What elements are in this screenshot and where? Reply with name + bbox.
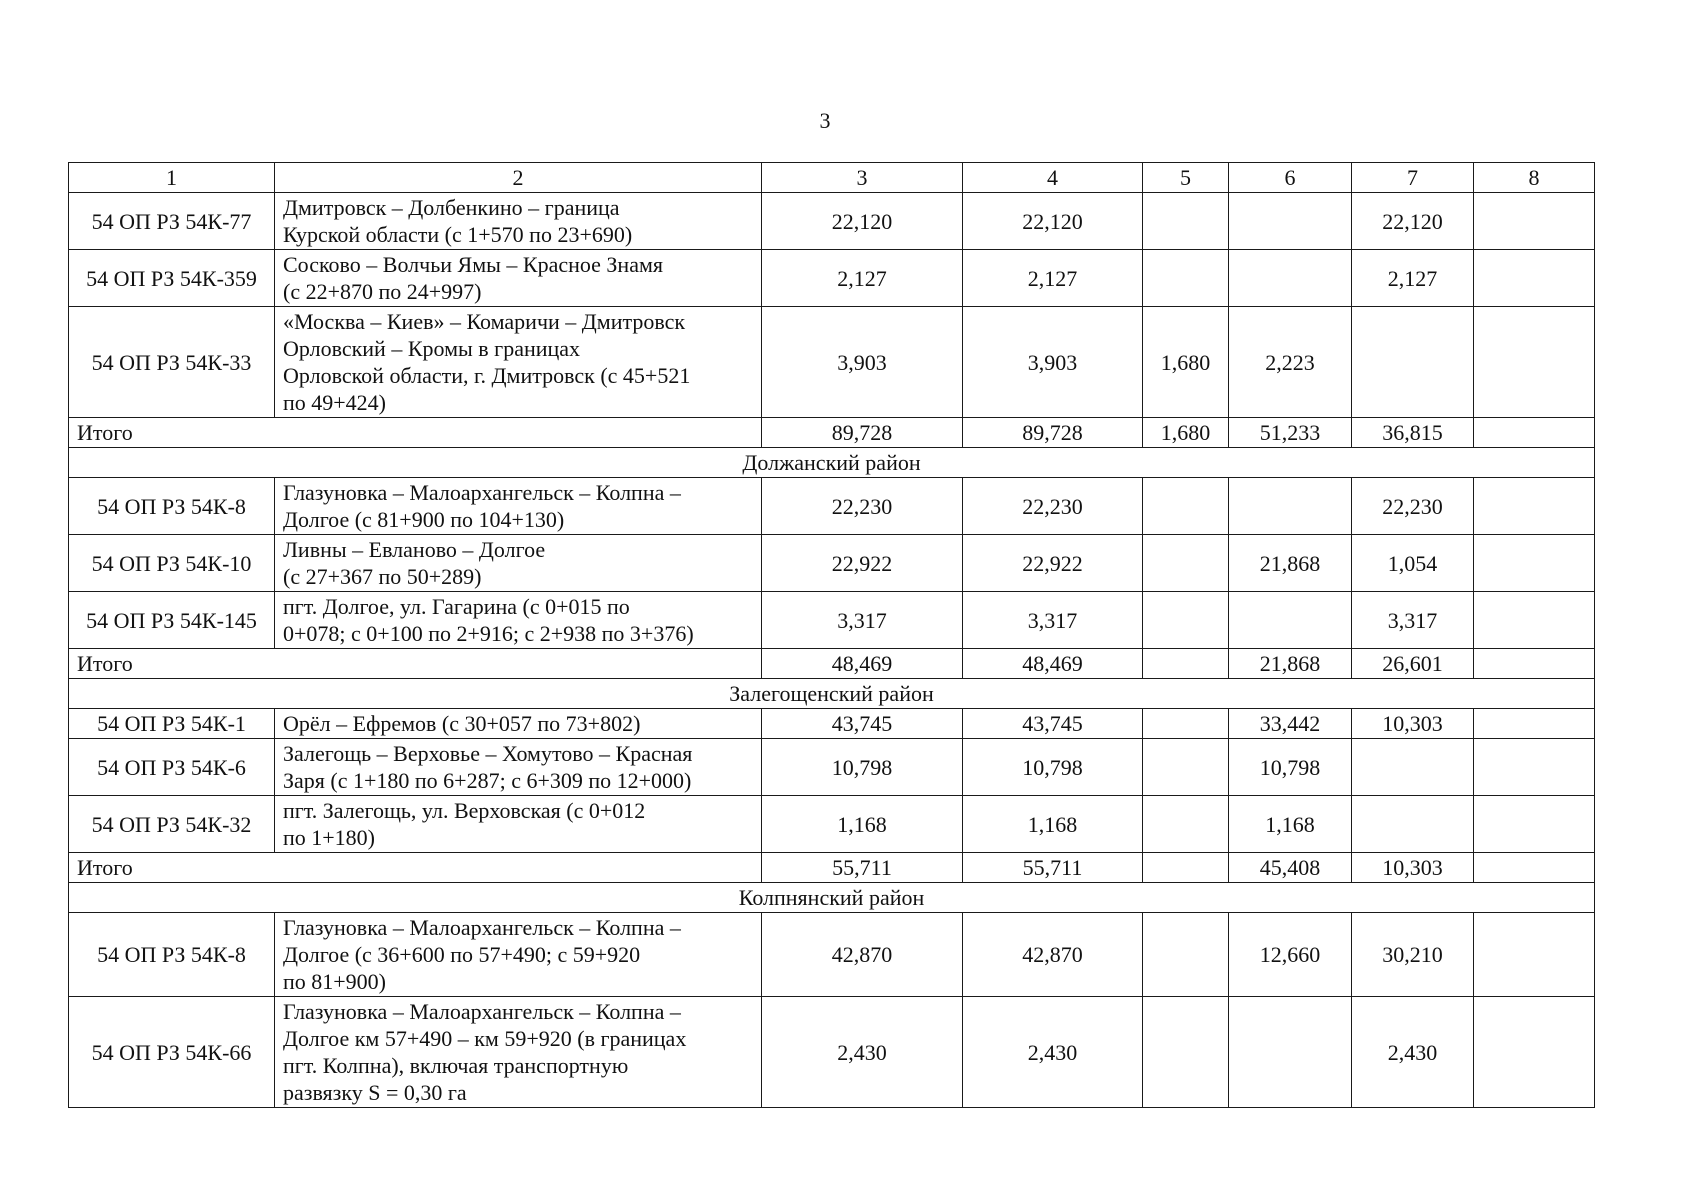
value-c7: 3,317 bbox=[1352, 592, 1474, 649]
value-c8 bbox=[1474, 250, 1595, 307]
road-name-line: по 1+180) bbox=[283, 825, 376, 850]
road-name-line: (с 22+870 по 24+997) bbox=[283, 279, 482, 304]
total-value-c4: 48,469 bbox=[963, 649, 1143, 679]
road-code: 54 ОП РЗ 54К-77 bbox=[69, 193, 275, 250]
road-name-line: 0+078; с 0+100 по 2+916; с 2+938 по 3+376) bbox=[283, 621, 694, 646]
road-row bbox=[69, 193, 1595, 250]
value-c6: 21,868 bbox=[1229, 535, 1352, 592]
column-header: 3 bbox=[762, 163, 963, 193]
total-value-c7: 36,815 bbox=[1352, 418, 1474, 448]
road-row bbox=[69, 997, 1595, 1108]
total-value-c6: 45,408 bbox=[1229, 853, 1352, 883]
total-label: Итого bbox=[69, 418, 762, 448]
road-name-line: пгт. Колпна), включая транспортную bbox=[283, 1053, 629, 1078]
value-c6 bbox=[1229, 592, 1352, 649]
road-row bbox=[69, 307, 1595, 418]
page-number: 3 bbox=[819, 108, 831, 133]
road-name-line: Глазуновка – Малоархангельск – Колпна – bbox=[283, 480, 681, 505]
district-header-row bbox=[69, 679, 1595, 709]
road-name bbox=[275, 193, 762, 250]
value-c8 bbox=[1474, 796, 1595, 853]
value-c6 bbox=[1229, 478, 1352, 535]
road-name-line: Глазуновка – Малоархангельск – Колпна – bbox=[283, 999, 681, 1024]
value-c6: 2,223 bbox=[1229, 307, 1352, 418]
district-name: Залегощенский район bbox=[69, 679, 1595, 709]
road-code: 54 ОП РЗ 54К-359 bbox=[69, 250, 275, 307]
value-c7: 2,127 bbox=[1352, 250, 1474, 307]
value-c5 bbox=[1143, 913, 1229, 997]
value-c4: 2,127 bbox=[963, 250, 1143, 307]
column-header: 4 bbox=[963, 163, 1143, 193]
total-value-c8 bbox=[1474, 853, 1595, 883]
value-c3: 3,903 bbox=[762, 307, 963, 418]
district-name: Должанский район bbox=[69, 448, 1595, 478]
column-header: 5 bbox=[1143, 163, 1229, 193]
value-c4: 22,230 bbox=[963, 478, 1143, 535]
value-c5 bbox=[1143, 796, 1229, 853]
road-name-line: Залегощь – Верховье – Хомутово – Красная bbox=[283, 741, 693, 766]
road-name-line: Долгое (с 81+900 по 104+130) bbox=[283, 507, 565, 532]
value-c4: 3,317 bbox=[963, 592, 1143, 649]
value-c6: 12,660 bbox=[1229, 913, 1352, 997]
value-c3: 1,168 bbox=[762, 796, 963, 853]
road-name-line: по 49+424) bbox=[283, 390, 387, 415]
district-header-row bbox=[69, 883, 1595, 913]
road-name-line: (с 27+367 по 50+289) bbox=[283, 564, 482, 589]
value-c8 bbox=[1474, 709, 1595, 739]
value-c5 bbox=[1143, 709, 1229, 739]
value-c4: 10,798 bbox=[963, 739, 1143, 796]
value-c4: 1,168 bbox=[963, 796, 1143, 853]
total-row bbox=[69, 649, 1595, 679]
value-c3: 2,127 bbox=[762, 250, 963, 307]
value-c3: 42,870 bbox=[762, 913, 963, 997]
total-row bbox=[69, 418, 1595, 448]
value-c4: 43,745 bbox=[963, 709, 1143, 739]
total-value-c8 bbox=[1474, 418, 1595, 448]
road-code: 54 ОП РЗ 54К-145 bbox=[69, 592, 275, 649]
value-c8 bbox=[1474, 478, 1595, 535]
value-c4: 22,120 bbox=[963, 193, 1143, 250]
road-code: 54 ОП РЗ 54К-8 bbox=[69, 913, 275, 997]
district-header-row bbox=[69, 448, 1595, 478]
value-c8 bbox=[1474, 592, 1595, 649]
road-name-line: Орловский – Кромы в границах bbox=[283, 336, 581, 361]
road-name-line: Долгое км 57+490 – км 59+920 (в границах bbox=[283, 1026, 687, 1051]
value-c5 bbox=[1143, 535, 1229, 592]
road-row bbox=[69, 478, 1595, 535]
roads-table bbox=[68, 162, 1595, 1108]
value-c5 bbox=[1143, 739, 1229, 796]
total-value-c3: 89,728 bbox=[762, 418, 963, 448]
total-label: Итого bbox=[69, 649, 762, 679]
road-name bbox=[275, 709, 762, 739]
value-c5 bbox=[1143, 193, 1229, 250]
value-c6: 33,442 bbox=[1229, 709, 1352, 739]
road-name bbox=[275, 739, 762, 796]
total-value-c5: 1,680 bbox=[1143, 418, 1229, 448]
value-c7: 10,303 bbox=[1352, 709, 1474, 739]
road-name-line: Сосково – Волчьи Ямы – Красное Знамя bbox=[283, 252, 664, 277]
value-c6 bbox=[1229, 250, 1352, 307]
value-c8 bbox=[1474, 913, 1595, 997]
road-code: 54 ОП РЗ 54К-10 bbox=[69, 535, 275, 592]
road-name bbox=[275, 307, 762, 418]
road-code: 54 ОП РЗ 54К-32 bbox=[69, 796, 275, 853]
road-code: 54 ОП РЗ 54К-66 bbox=[69, 997, 275, 1108]
value-c4: 3,903 bbox=[963, 307, 1143, 418]
road-name bbox=[275, 250, 762, 307]
value-c5 bbox=[1143, 592, 1229, 649]
total-value-c7: 10,303 bbox=[1352, 853, 1474, 883]
road-code: 54 ОП РЗ 54К-8 bbox=[69, 478, 275, 535]
road-name-line: Ливны – Евланово – Долгое bbox=[283, 537, 546, 562]
road-row bbox=[69, 250, 1595, 307]
value-c4: 2,430 bbox=[963, 997, 1143, 1108]
value-c6: 10,798 bbox=[1229, 739, 1352, 796]
column-header: 2 bbox=[275, 163, 762, 193]
value-c6: 1,168 bbox=[1229, 796, 1352, 853]
road-name bbox=[275, 997, 762, 1108]
value-c5 bbox=[1143, 250, 1229, 307]
road-name-line: пгт. Залегощь, ул. Верховская (с 0+012 bbox=[283, 798, 646, 823]
road-row bbox=[69, 535, 1595, 592]
road-row bbox=[69, 739, 1595, 796]
district-name: Колпнянский район bbox=[69, 883, 1595, 913]
total-value-c5 bbox=[1143, 853, 1229, 883]
road-row bbox=[69, 592, 1595, 649]
value-c3: 43,745 bbox=[762, 709, 963, 739]
road-name-line: «Москва – Киев» – Комаричи – Дмитровск bbox=[283, 309, 686, 334]
value-c8 bbox=[1474, 193, 1595, 250]
road-name-line: развязку S = 0,30 га bbox=[283, 1080, 467, 1105]
road-code: 54 ОП РЗ 54К-1 bbox=[69, 709, 275, 739]
total-value-c4: 55,711 bbox=[963, 853, 1143, 883]
value-c3: 3,317 bbox=[762, 592, 963, 649]
value-c3: 22,120 bbox=[762, 193, 963, 250]
column-header: 6 bbox=[1229, 163, 1352, 193]
road-name bbox=[275, 535, 762, 592]
value-c3: 22,922 bbox=[762, 535, 963, 592]
road-name bbox=[275, 913, 762, 997]
total-value-c3: 55,711 bbox=[762, 853, 963, 883]
value-c8 bbox=[1474, 535, 1595, 592]
total-value-c6: 51,233 bbox=[1229, 418, 1352, 448]
value-c7 bbox=[1352, 307, 1474, 418]
value-c3: 2,430 bbox=[762, 997, 963, 1108]
road-name-line: по 81+900) bbox=[283, 969, 387, 994]
header-row bbox=[69, 163, 1595, 193]
total-label: Итого bbox=[69, 853, 762, 883]
value-c8 bbox=[1474, 997, 1595, 1108]
total-value-c3: 48,469 bbox=[762, 649, 963, 679]
value-c6 bbox=[1229, 193, 1352, 250]
column-header: 7 bbox=[1352, 163, 1474, 193]
road-name-line: Глазуновка – Малоархангельск – Колпна – bbox=[283, 915, 681, 940]
value-c6 bbox=[1229, 997, 1352, 1108]
value-c5 bbox=[1143, 478, 1229, 535]
total-value-c4: 89,728 bbox=[963, 418, 1143, 448]
total-row bbox=[69, 853, 1595, 883]
value-c7: 30,210 bbox=[1352, 913, 1474, 997]
value-c4: 22,922 bbox=[963, 535, 1143, 592]
road-name-line: пгт. Долгое, ул. Гагарина (с 0+015 по bbox=[283, 594, 630, 619]
road-row bbox=[69, 709, 1595, 739]
total-value-c5 bbox=[1143, 649, 1229, 679]
value-c7 bbox=[1352, 796, 1474, 853]
value-c7: 1,054 bbox=[1352, 535, 1474, 592]
road-name bbox=[275, 796, 762, 853]
value-c5 bbox=[1143, 997, 1229, 1108]
road-name-line: Орловской области, г. Дмитровск (с 45+521 bbox=[283, 363, 691, 388]
road-name bbox=[275, 592, 762, 649]
value-c7: 22,230 bbox=[1352, 478, 1474, 535]
total-value-c7: 26,601 bbox=[1352, 649, 1474, 679]
road-code: 54 ОП РЗ 54К-6 bbox=[69, 739, 275, 796]
value-c5: 1,680 bbox=[1143, 307, 1229, 418]
road-name-line: Курской области (с 1+570 по 23+690) bbox=[283, 222, 633, 247]
value-c7 bbox=[1352, 739, 1474, 796]
value-c3: 22,230 bbox=[762, 478, 963, 535]
value-c8 bbox=[1474, 307, 1595, 418]
value-c4: 42,870 bbox=[963, 913, 1143, 997]
road-row bbox=[69, 913, 1595, 997]
value-c3: 10,798 bbox=[762, 739, 963, 796]
road-row bbox=[69, 796, 1595, 853]
road-name bbox=[275, 478, 762, 535]
total-value-c8 bbox=[1474, 649, 1595, 679]
total-value-c6: 21,868 bbox=[1229, 649, 1352, 679]
value-c7: 22,120 bbox=[1352, 193, 1474, 250]
road-code: 54 ОП РЗ 54К-33 bbox=[69, 307, 275, 418]
column-header: 8 bbox=[1474, 163, 1595, 193]
road-name-line: Долгое (с 36+600 по 57+490; с 59+920 bbox=[283, 942, 641, 967]
value-c7: 2,430 bbox=[1352, 997, 1474, 1108]
value-c8 bbox=[1474, 739, 1595, 796]
road-name-line: Дмитровск – Долбенкино – граница bbox=[283, 195, 620, 220]
column-header: 1 bbox=[69, 163, 275, 193]
road-name-line: Заря (с 1+180 по 6+287; с 6+309 по 12+000) bbox=[283, 768, 692, 793]
road-name-line: Орёл – Ефремов (с 30+057 по 73+802) bbox=[283, 711, 641, 736]
